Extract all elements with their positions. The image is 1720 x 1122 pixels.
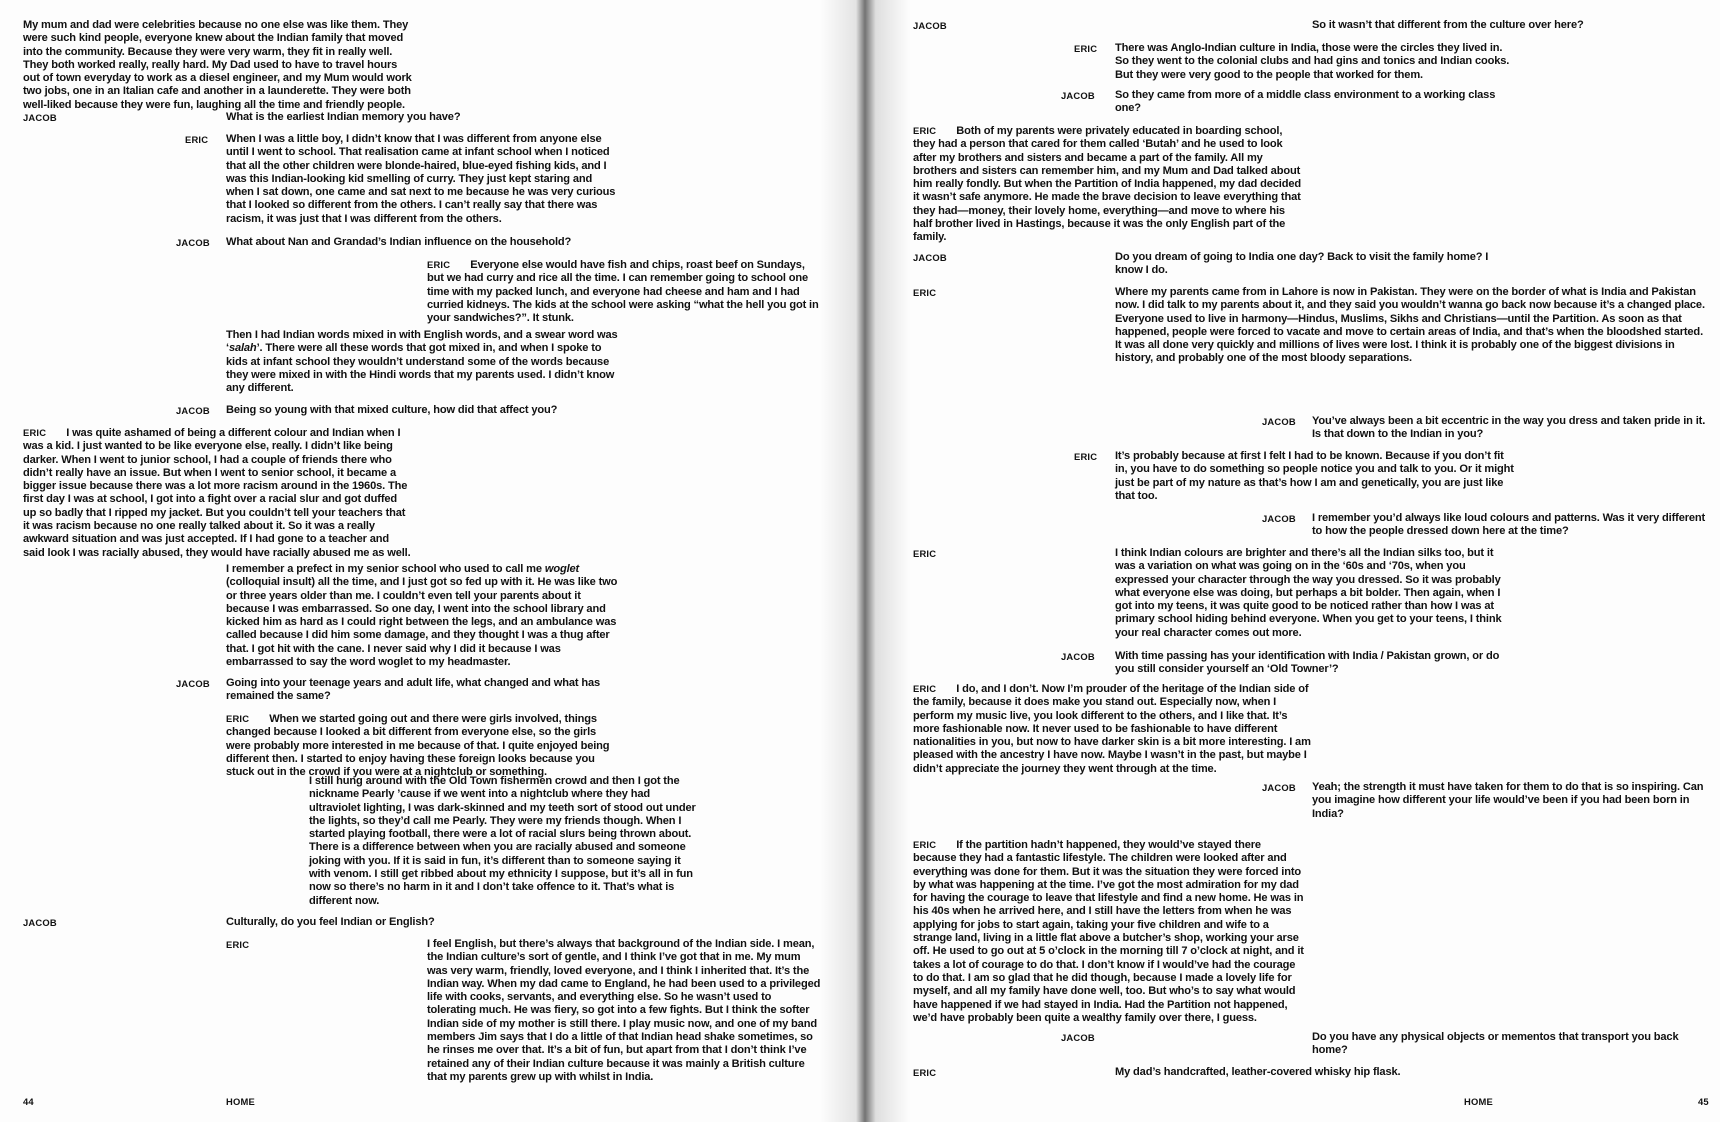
question-text: Do you dream of going to India one day? Back to visit the family home? I know I do. [1115, 251, 1489, 277]
speaker-label: ERIC [23, 427, 47, 438]
question-text: What is the earliest Indian memory you have? [226, 111, 461, 123]
speaker-label: ERIC [913, 839, 937, 850]
answer-text: ERIC If the partition hadn’t happened, they would’ve stayed there because they had a fantastic lifestyle. The children were looked after and everything was done for them. But it was the situation they were forced into by what was happening at the time. I’ve got the most admiration for my dad for having the courage to leave that lifestyle and find a new home. He was in his 40s when he arrived here, and I still have the letters from when he was applying for jobs to start again, taking your five children and wife to a strange land, living in a little flat above a butcher’s shop, working your arse off. He used to go out at 5 o’clock in the morning till 7 o’clock at night, and it takes a lot of courage to do that. I don’t know if I would’ve had the courage to do that. I am so glad that he did though, because I made a lovely life for myself, and all my family have done well, too. But who’s to say what would have happened if we had stayed in India. Had the Partition not happened, we’d have probably been quite a wealthy family over there, I guess. [913, 839, 1304, 1024]
speaker-label: JACOB [1262, 513, 1296, 524]
answer-text: There was Anglo-Indian culture in India, those were the circles they lived in. So they went to the colonial clubs and had gins and tonics and Indian cooks. But they were very good to the people that worked for them. [1115, 42, 1510, 81]
answer-text: ERIC When we started going out and there were girls involved, things changed because I looked a bit different from everyone else, so the girls were probably more interested in me because of that. I quite enjoyed being different then. I started to enjoy having these foreign looks because you stuck out in the crowd if you were at a nightclub or something. [226, 713, 610, 779]
question-text: I remember you’d always like loud colours and patterns. Was it very different to how the people dressed down here at the time? [1312, 512, 1706, 538]
page-number: 45 [1698, 1096, 1709, 1107]
question-text: Being so young with that mixed culture, how did that affect you? [226, 404, 558, 416]
answer-text: ERIC Everyone else would have fish and chips, roast beef on Sundays, but we had curry and rice all the time. I can remember going to school one time with my packed lunch, and everyone had cheese and ham and I had curried kidneys. The kids at the school were asking “what the hell you got in your sandwiches?”. It stunk. [427, 259, 819, 325]
question-text: What about Nan and Grandad’s Indian influence on the household? [226, 236, 572, 248]
answer-text: ERIC I do, and I don’t. Now I’m prouder of the heritage of the Indian side of the family, because it does make you stand out. Especially now, when I perform my music live, you look different to the others, and I like that. It’s more fashionable now. It never used to be fashionable to have different nationalities in you, but now to have darker skin is a bit more interesting. I am pleased with the ancestry I have now. Maybe I wasn’t in the past, but maybe I didn’t appreciate the journey they went through at the time. [913, 683, 1311, 775]
speaker-label: ERIC [913, 1067, 937, 1078]
speaker-label: ERIC [913, 548, 937, 559]
speaker-label: JACOB [176, 678, 210, 689]
speaker-label: ERIC [226, 713, 250, 724]
speaker-label: JACOB [23, 917, 57, 928]
answer-text: Then I had Indian words mixed in with English words, and a swear word was ‘salah’. There were all these words that got mixed in, and when I spoke to kids at infant school they wouldn’t understand some of the words because they were mixed in with the Hindi words that my parents used. I didn’t know any different. [226, 329, 618, 395]
speaker-label: JACOB [176, 237, 210, 248]
answer-text: ERIC I was quite ashamed of being a different colour and Indian when I was a kid. I just wanted to be like everyone else, really. I didn’t like being darker. When I went to junior school, I had a couple of friends there who didn’t really have an issue. But when I went to senior school, it became a bigger issue because there was a lot more racism around in the 1960s. The first day I was at school, I got into a fight over a racial slur and got duffed up so badly that I ripped my jacket. But you couldn’t tell your teachers that it was racism because no one really talked about it. So it was a really awkward situation and was just accepted. If I had gone to a teacher and said look I was racially abused, they would have racially abused me as well. [23, 427, 411, 559]
question-text: You’ve always been a bit eccentric in the way you dress and taken pride in it. Is that down to the Indian in you? [1312, 415, 1706, 441]
intro-paragraph: My mum and dad were celebrities because no one else was like them. They were such kind people, everyone knew about the Indian family that moved into the community. Because they were very warm, they fit in really well. They both worked really, really hard. My Dad used to have to travel hours out of town everyday to work as a diesel engineer, and my Mum would work two jobs, one in an Italian cafe and another in a launderette. They were both well-liked because they were fun, laughing all the time and friendly people. [23, 19, 412, 111]
page-number: 44 [23, 1096, 34, 1107]
running-footer: HOME [226, 1096, 255, 1107]
question-text: Going into your teenage years and adult life, what changed and what has remained the same? [226, 677, 600, 703]
answer-text: My dad’s handcrafted, leather-covered whisky hip flask. [1115, 1066, 1401, 1078]
speaker-label: ERIC [913, 287, 937, 298]
speaker-label: ERIC [427, 259, 451, 270]
speaker-label: JACOB [913, 252, 947, 263]
question-text: Do you have any physical objects or mementos that transport you back home? [1312, 1031, 1679, 1057]
speaker-label: JACOB [1262, 782, 1296, 793]
speaker-label: ERIC [1074, 43, 1098, 54]
speaker-label: ERIC [1074, 451, 1098, 462]
answer-text: I feel English, but there’s always that background of the Indian side. I mean, the Indian culture’s sort of gentle, and I think I’ve got that in me. My mum was very warm, friendly, loved everyone, and I think I inherited that. It’s the Indian way. When my dad came to England, he had been used to a privileged life with cooks, servants, and everything else. So he wasn’t used to tolerating much. He was fiery, so got into a few fights. But I think the softer Indian side of my mother is still there. I play music now, and one of my band members Jim says that I do a little of that Indian head shake sometimes, so he rinses me over that. It’s a bit of fun, but apart from that I don’t think I’ve retained any of their Indian culture because it was mainly a British culture that my parents grew up with whilst in India. [427, 938, 821, 1083]
speaker-label: JACOB [913, 20, 947, 31]
speaker-label: JACOB [176, 405, 210, 416]
answer-text: ERIC Both of my parents were privately educated in boarding school, they had a person that cared for them called ‘Butah’ and he used to look after my brothers and sisters and became a part of the family. All my brothers and sisters can remember him, and my Mum and Dad talked about him really fondly. But when the Partition of India happened, my dad decided it wasn’t safe anymore. He made the brave decision to leave everything that they had—money, their lovely home, everything—and move to where his half brother lived in Hastings, because it was the only English part of the family. [913, 125, 1301, 244]
answer-text: It’s probably because at first I felt I had to be known. Because if you don’t fit in, you have to do something so people notice you and talk to you. Or it might just be part of my nature as that’s how I am and genetically, you are just like that too. [1115, 450, 1514, 502]
question-text: Culturally, do you feel Indian or English? [226, 916, 435, 928]
question-text: So it wasn’t that different from the culture over here? [1312, 19, 1584, 31]
question-text: Yeah; the strength it must have taken for them to do that is so inspiring. Can you imagine how different your life would’ve been if you had been born in India? [1312, 781, 1704, 820]
answer-text: I still hung around with the Old Town fishermen crowd and then I got the nickname Pearly ’cause if we went into a nightclub where they had ultraviolet lighting, I was dark-skinned and my teeth sort of stood out under the lights, so they’d call me Pearly. They were my friends though. When I started playing football, there were a lot of racial slurs being thrown about. There is a difference between when you are racially abused and someone joking with you. If it is said in fun, it’s different than to someone saying it with venom. I still get ribbed about my ethnicity I suppose, but it’s all in fun now so there’s no harm in it and I don’t take offence to it. That’s what is different now. [309, 775, 696, 907]
speaker-label: JACOB [1061, 90, 1095, 101]
running-footer: HOME [1464, 1096, 1493, 1107]
answer-text: When I was a little boy, I didn’t know that I was different from anyone else until I went to school. That realisation came at infant school when I noticed that all the other children were blonde-haired, blue-eyed fishing kids, and I was this Indian-looking kid smelling of curry. They just kept staring and when I sat down, one came and sat next to me because he was very curious that I looked so different from the others. I can’t really say that there was racism, it was just that I was different from the others. [226, 133, 616, 225]
speaker-label: JACOB [1061, 651, 1095, 662]
speaker-label: JACOB [1061, 1032, 1095, 1043]
answer-text: Where my parents came from in Lahore is now in Pakistan. They were on the border of what is India and Pakistan now. I did talk to my parents about it, and they said you wouldn’t wanna go back now because it’s a changed place. Everyone used to live in harmony—Hindus, Muslims, Sikhs and Christians—until the Partition. As soon as that happened, people were forced to vacate and move to certain areas of India, and that’s when the bloodshed started. It was all done very quickly and millions of lives were lost. I think it is probably one of the biggest divisions in history, and probably one of the most bloody separations. [1115, 286, 1705, 365]
speaker-label: ERIC [913, 683, 937, 694]
speaker-label: ERIC [913, 125, 937, 136]
speaker-label: JACOB [23, 112, 57, 123]
speaker-label: JACOB [1262, 416, 1296, 427]
answer-text: I think Indian colours are brighter and there’s all the Indian silks too, but it was a variation on what was going on in the ‘60s and ‘70s, when you expressed your character through the way you dressed. So it was probably what everyone else was doing, but perhaps a bit bolder. Then again, when I got into my teens, it was quite good to be noticed rather than how I was at primary school hiding behind everyone. When you get to your teens, I think your real character comes out more. [1115, 547, 1502, 639]
question-text: So they came from more of a middle class environment to a working class one? [1115, 89, 1496, 115]
speaker-label: ERIC [185, 134, 209, 145]
right-page [860, 0, 1720, 1122]
question-text: With time passing has your identification with India / Pakistan grown, or do you still consider yourself an ‘Old Towner’? [1115, 650, 1500, 676]
answer-text: I remember a prefect in my senior school who used to call me woglet (colloquial insult) all the time, and I just got so fed up with it. He was like two or three years older than me. I couldn’t even tell your parents about it because I was embarrassed. So one day, I went into the school library and kicked him as hard as I could right between the legs, and an ambulance was called because I did him some damage, and they thought I was a thug after that. I got hit with the cane. I never said why I did it because I was embarrassed to say the word woglet to my headmaster. [226, 563, 618, 669]
speaker-label: ERIC [226, 939, 250, 950]
